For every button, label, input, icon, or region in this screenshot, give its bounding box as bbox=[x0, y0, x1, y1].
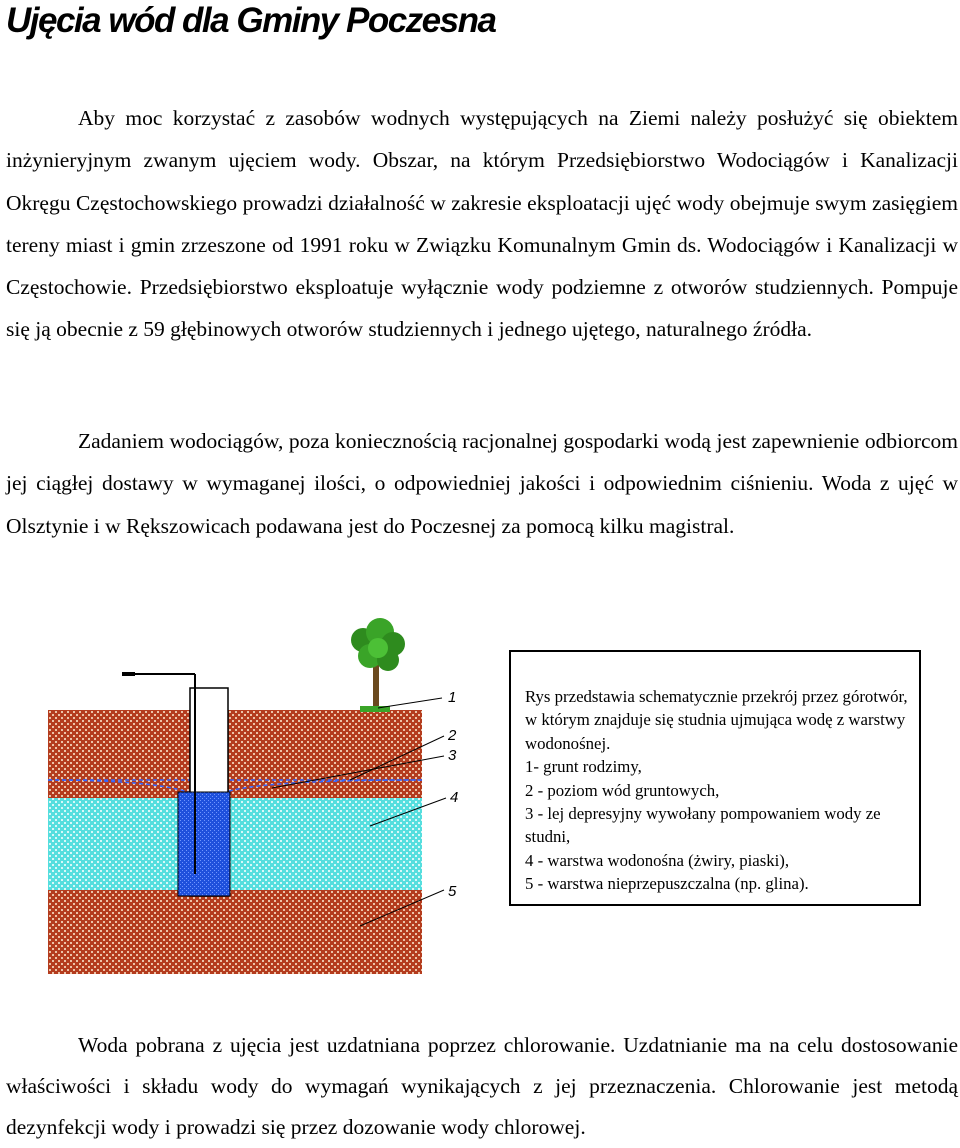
layer-label-2: 2 bbox=[448, 727, 457, 744]
tree-trunk bbox=[373, 664, 379, 710]
layer-label-4: 4 bbox=[450, 789, 459, 806]
caption-item-1: 1- grunt rodzimy, bbox=[525, 757, 642, 777]
caption-item-5: 5 - warstwa nieprzepuszczalna (np. glina). bbox=[525, 874, 809, 894]
leader-line-1 bbox=[378, 698, 442, 708]
page-title: Ujęcia wód dla Gminy Poczesna bbox=[6, 1, 496, 40]
paragraph-chlorination: Woda pobrana z ujęcia jest uzdatniana poprzez chlorowanie. Uzdatnianie ma na celu dostosowanie właściwości i składu wody do wymagań wynikających z jej przeznaczenia. Chlorowanie jest metodą dezynfekcji wody i prowadzi się przez dozowanie wody chlorowej. bbox=[6, 1033, 958, 1139]
soil-layer-top bbox=[48, 710, 422, 798]
caption-item-2: 2 - poziom wód gruntowych, bbox=[525, 780, 720, 800]
caption-intro: Rys przedstawia schematycznie przekrój przez górotwór, w którym znajduje się studnia ujmująca wodę z warstwy wodonośnej. bbox=[525, 687, 908, 753]
caption-item-3: 3 - lej depresyjny wywołany pompowaniem wody ze studni, bbox=[525, 804, 881, 847]
paragraph-task: Zadaniem wodociągów, poza koniecznością racjonalnej gospodarki wodą jest zapewnienie odbiorcom jej ciągłej dostawy w wymaganej ilości, o odpowiedniej jakości i odpowiednim ciśnieniu. Woda z ujęć w Olsztynie i w Rększowicach podawana jest do Poczesnej za pomocą kilku magistral. bbox=[6, 429, 958, 538]
layer-label-1: 1 bbox=[448, 689, 457, 706]
impermeable-layer bbox=[48, 890, 422, 974]
layer-label-3: 3 bbox=[448, 747, 457, 764]
well-cross-section-figure bbox=[40, 612, 480, 990]
aquifer-layer bbox=[48, 798, 422, 890]
tree-foliage bbox=[351, 618, 405, 671]
caption-item-4: 4 - warstwa wodonośna (żwiry, piaski), bbox=[525, 850, 790, 870]
figure-caption-box bbox=[509, 650, 921, 906]
caption-legend-list bbox=[525, 755, 909, 895]
layer-label-5: 5 bbox=[448, 883, 457, 900]
well-water bbox=[178, 792, 230, 896]
paragraph-intro: Aby moc korzystać z zasobów wodnych występujących na Ziemi należy posłużyć się obiektem inżynieryjnym zwanym ujęciem wody. Obszar, na którym Przedsiębiorstwo Wodociągów i Kanalizacji Okręgu Częstochowskiego prowadzi działalność w zakresie eksploatacji ujęć wody obejmuje swym zasięgiem tereny miast i gmin zrzeszone od 1991 roku w Związku Komunalnym Gmin ds. Wodociągów i Kanalizacji w Częstochowie. Przedsiębiorstwo eksploatuje wyłącznie wody podziemne z otworów studziennych. Pompuje się ją obecnie z 59 głębinowych otworów studziennych i jednego ujętego, naturalnego źródła. bbox=[6, 106, 958, 342]
